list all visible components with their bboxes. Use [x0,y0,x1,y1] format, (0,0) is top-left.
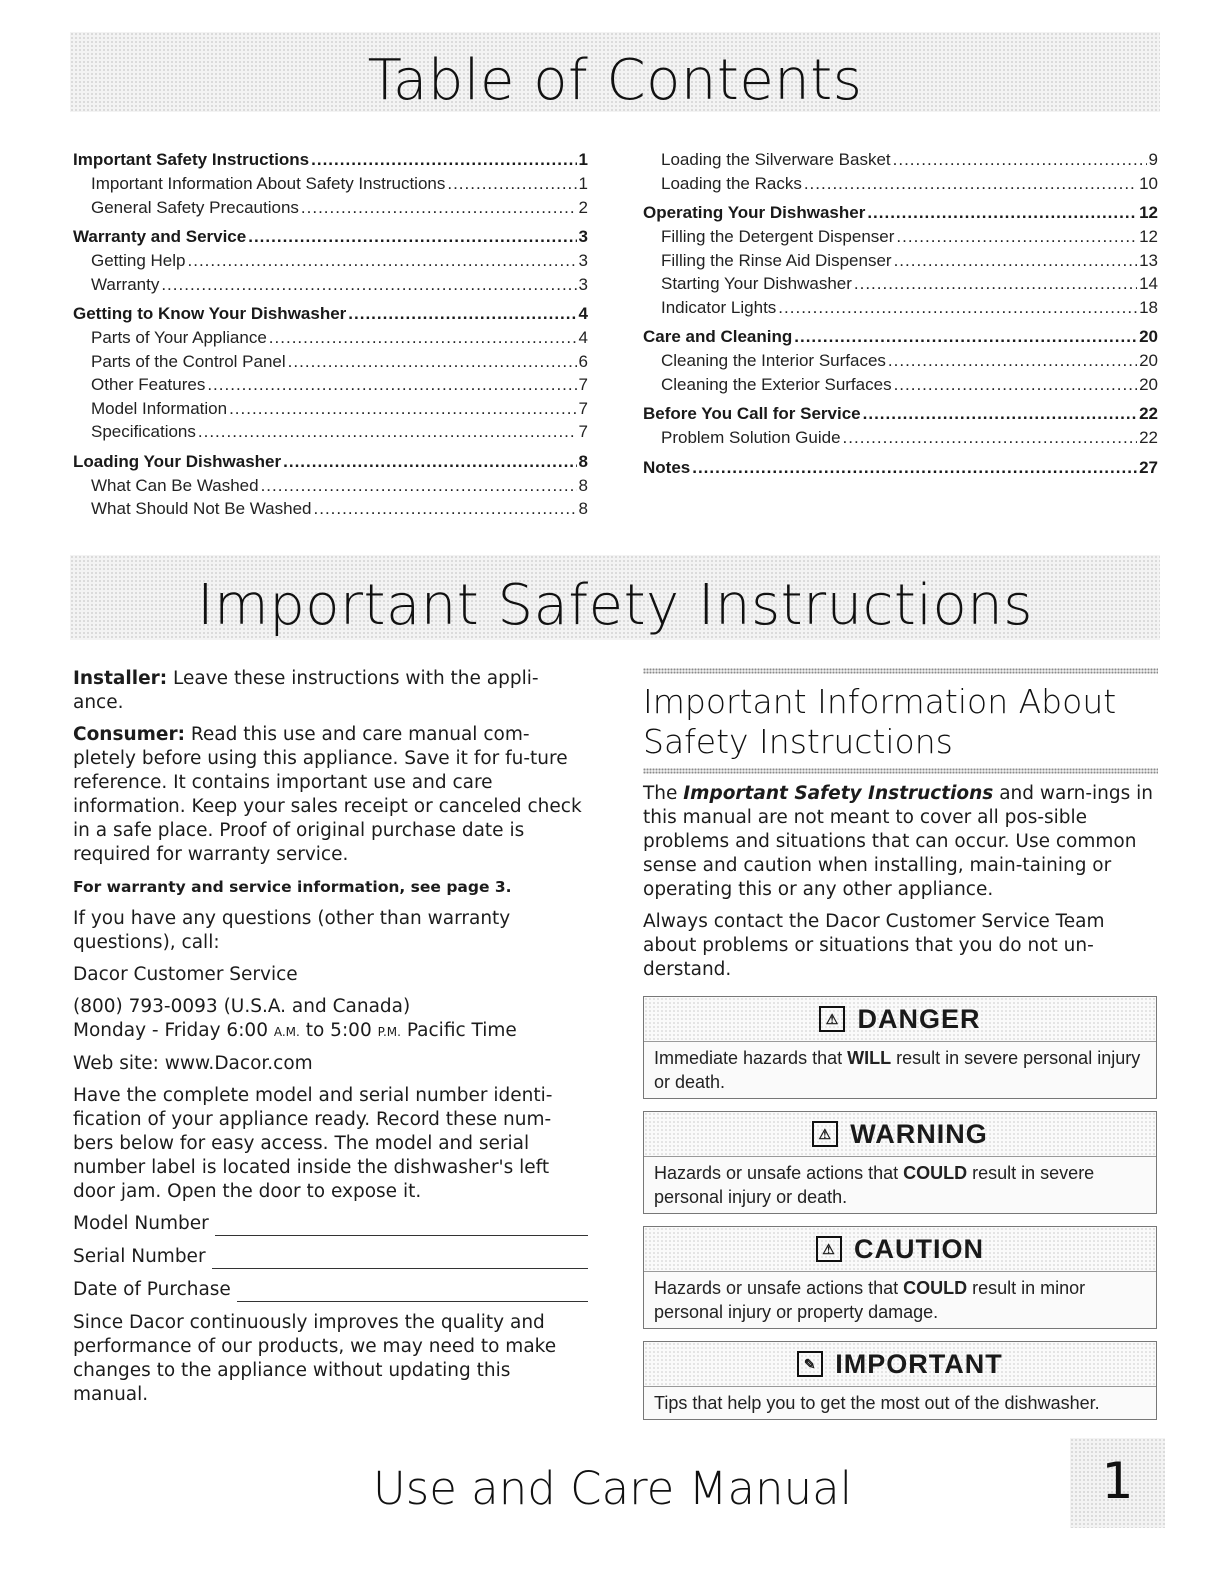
consumer-text: Read this use and care manual com-pletely before using this appliance. Save it for fu-ture reference. It contains important use and care information. Keep your sales receipt or canceled check in a safe place. Proof of original purchase date is required for warranty service. [73,724,582,865]
hours-mid: to 5:00 [299,1020,378,1041]
warning-text [644,1157,1156,1213]
toc-leader [161,273,576,297]
toc-section-page: 27 [1139,457,1158,477]
toc-leader [188,249,577,273]
toc-entry-title: Warranty [91,274,160,294]
model-number-field [73,1212,588,1236]
closing-paragraph: Since Dacor continuously improves the quality and performance of our products, we may need to make changes to the appliance without updating this manual. [73,1312,557,1405]
toc-leader [894,249,1138,273]
danger-post: result in severe personal injury or death. [654,1048,1141,1092]
warning-triangle-icon: ⚠ [812,1121,838,1147]
toc-leader [207,373,576,397]
toc-section [643,402,1158,426]
caution-text [644,1272,1156,1328]
warning-header [644,1112,1156,1157]
danger-label: DANGER [857,1003,981,1034]
toc-section-title: Before You Call for Service [643,404,861,423]
toc-leader [893,148,1147,172]
toc-section-title: Care and Cleaning [643,327,793,346]
toc-section [73,302,588,326]
safety-title: Important Safety Instructions [197,573,1033,638]
important-header [644,1342,1156,1387]
phone-number: (800) 793-0093 (U.S.A. and Canada) [73,996,411,1017]
warning-triangle-icon: ⚠ [819,1006,845,1032]
installer-paragraph [73,667,588,715]
toc-entry [643,225,1158,249]
info-heading-line2: Safety Instructions [643,722,953,761]
toc-leader [794,325,1137,349]
purchase-date-field [73,1278,588,1302]
toc-entry-page: 3 [578,274,588,294]
toc-entry-title: Filling the Rinse Aid Dispenser [661,250,892,270]
important-box [643,1341,1157,1420]
danger-text [644,1042,1156,1098]
p1-suffix: and warn-ings in this manual are not meant to cover all pos-sible problems and situations that can occur. Use common sense and caution when installing, main-taining or operating this or any other appliance. [643,783,1154,900]
caution-box [643,1226,1157,1329]
toc-entry [73,373,588,397]
toc-leader [447,172,576,196]
warranty-note: For warranty and service information, see page 3. [73,878,512,896]
toc-entry-title: Loading the Racks [661,173,802,193]
top-divider [643,668,1158,674]
heading-divider [643,768,1158,774]
toc-entry [73,196,588,220]
toc-leader [896,225,1137,249]
page-number-box [1070,1438,1165,1528]
toc-leader [314,497,577,521]
caution-header [644,1227,1156,1272]
toc-leader [311,148,576,172]
warning-box [643,1111,1157,1214]
important-label: IMPORTANT [835,1348,1003,1379]
toc-leader [261,474,577,498]
toc-leader [198,420,577,444]
toc-entry [73,326,588,350]
toc-entry [643,426,1158,450]
toc-entry-title: Loading the Silverware Basket [661,150,891,169]
toc-leader [888,349,1137,373]
toc-entry-page: 8 [578,475,588,495]
toc-entry-page: 7 [578,398,588,418]
toc-entry-page: 8 [578,499,588,518]
toc-section [643,325,1158,349]
info-paragraph-1 [643,782,1158,902]
toc-entry [643,249,1158,273]
purchase-date-label: Date of Purchase [73,1279,231,1300]
serial-number-field [73,1245,588,1269]
toc-entry-title: What Should Not Be Washed [91,499,312,518]
toc-entry [643,172,1158,196]
website-text: Web site: www.Dacor.com [73,1053,313,1074]
toc-entry-title: Other Features [91,375,206,394]
warning-emph: COULD [903,1163,968,1183]
toc-entry-page: 9 [1148,150,1158,169]
model-number-line [215,1217,588,1236]
toc-leader [778,296,1137,320]
toc-section [73,148,588,172]
toc-section [643,201,1158,225]
toc-leader [804,172,1137,196]
toc-entry-title: Filling the Detergent Dispenser [661,227,895,246]
toc-entry-page: 1 [578,174,588,193]
hours-am: A.M. [273,1025,300,1039]
toc-entry [73,350,588,374]
toc-entry-title: Cleaning the Interior Surfaces [661,351,886,370]
toc-entry-title: What Can Be Washed [91,475,259,495]
toc-section-title: Important Safety Instructions [73,150,310,169]
toc-entry-title: Important Information About Safety Instructions [91,174,446,193]
installer-label: Installer: [73,668,168,689]
caution-label: CAUTION [854,1233,984,1264]
toc-section-page: 22 [1139,404,1158,423]
p1-prefix: The [643,783,684,804]
toc-entry-page: 10 [1139,173,1158,193]
toc-leader [692,456,1137,480]
consumer-label: Consumer: [73,724,185,745]
safety-header-band [70,555,1160,640]
hours-pm: P.M. [377,1025,401,1039]
toc-leader [283,450,576,474]
p1-emphasis: Important Safety Instructions [683,783,994,804]
service-hours [73,1019,588,1044]
toc-entry [643,373,1158,397]
hours-prefix: Monday - Friday 6:00 [73,1020,274,1041]
danger-header [644,997,1156,1042]
page-number: 1 [1101,1452,1134,1510]
toc-entry [73,397,588,421]
info-paragraph-2: Always contact the Dacor Customer Service Team about problems or situations that you do not un-derstand. [643,911,1105,980]
danger-emph: WILL [847,1048,892,1068]
danger-pre: Immediate hazards that [654,1048,848,1068]
installer-text: Leave these instructions with the appli-ance. [73,668,539,713]
toc-entry [643,349,1158,373]
toc-leader [843,426,1138,450]
toc-entry [643,148,1158,172]
info-heading-line1: Important Information About [643,682,1117,721]
caution-post: result in minor personal injury or property damage. [654,1278,1086,1322]
toc-leader [301,196,577,220]
toc-entry [643,272,1158,296]
toc-entry-page: 13 [1139,250,1158,270]
toc-entry-page: 12 [1139,227,1158,246]
warning-pre: Hazards or unsafe actions that [654,1163,904,1183]
toc-entry-page: 18 [1139,297,1158,317]
toc-entry [73,420,588,444]
toc-entry [73,474,588,498]
toc-leader [229,397,576,421]
toc-leader [894,373,1138,397]
toc-section-page: 1 [578,150,588,169]
toc-entry-title: Parts of Your Appliance [91,328,267,347]
toc-leader [348,302,576,326]
safety-left-column [73,667,588,1415]
toc-section-page: 8 [578,451,588,471]
toc-section-page: 4 [578,304,588,323]
toc-entry-page: 20 [1139,351,1158,370]
toc-entry-title: Getting Help [91,251,186,270]
toc-section [73,225,588,249]
toc-entry-title: Specifications [91,422,196,441]
toc-entry-page: 2 [578,197,588,217]
toc-entry-page: 4 [578,328,588,347]
safety-right-column [643,668,1158,1432]
toc-left-column [73,148,588,521]
toc-title: Table of Contents [367,48,863,113]
toc-entry-page: 6 [578,351,588,371]
info-heading [643,682,1158,762]
toc-section-title: Loading Your Dishwasher [73,451,282,471]
toc-entry-page: 20 [1139,374,1158,394]
toc-entry-page: 7 [578,375,588,394]
toc-entry-title: General Safety Precautions [91,197,299,217]
purchase-date-line [237,1283,588,1302]
toc-section [643,456,1158,480]
toc-entry-title: Problem Solution Guide [661,428,841,447]
toc-entry [73,497,588,521]
toc-entry [73,172,588,196]
danger-box [643,996,1157,1099]
important-text: Tips that help you to get the most out of the dishwasher. [654,1393,1100,1413]
hours-suffix: Pacific Time [400,1020,517,1041]
toc-leader [248,225,576,249]
service-name: Dacor Customer Service [73,964,298,985]
toc-section-title: Notes [643,457,691,477]
hand-note-icon: ✎ [797,1351,823,1377]
toc-section-page: 12 [1139,203,1158,222]
toc-right-column [643,148,1158,480]
toc-entry-page: 3 [578,251,588,270]
toc-header-band [70,32,1160,112]
warning-label: WARNING [850,1118,988,1149]
warning-triangle-icon: ⚠ [816,1236,842,1262]
toc-section [73,450,588,474]
toc-section-page: 3 [578,227,588,246]
footer-title: Use and Care Manual [372,1462,853,1515]
toc-leader [288,350,577,374]
serial-number-label: Serial Number [73,1246,206,1267]
toc-entry-page: 14 [1139,274,1158,293]
toc-entry [73,249,588,273]
toc-entry [73,273,588,297]
model-number-label: Model Number [73,1213,209,1234]
toc-leader [269,326,577,350]
toc-section-title: Getting to Know Your Dishwasher [73,304,347,323]
toc-leader [863,402,1137,426]
caution-emph: COULD [903,1278,968,1298]
warning-post: result in severe personal injury or death. [654,1163,1095,1207]
questions-text: If you have any questions (other than warranty questions), call: [73,908,511,953]
toc-section-page: 20 [1139,327,1158,346]
toc-entry-page: 22 [1139,428,1158,447]
toc-entry-page: 7 [578,422,588,441]
toc-leader [854,272,1137,296]
toc-entry-title: Indicator Lights [661,297,777,317]
consumer-paragraph [73,723,588,867]
toc-section-title: Operating Your Dishwasher [643,203,866,222]
caution-pre: Hazards or unsafe actions that [654,1278,904,1298]
toc-entry-title: Model Information [91,398,228,418]
toc-section-title: Warranty and Service [73,227,247,246]
toc-entry [643,296,1158,320]
toc-leader [867,201,1137,225]
model-info-paragraph: Have the complete model and serial number identi-fication of your appliance ready. Record these num-bers below for easy access. The model and serial number label is located inside the dishwasher's left door jam. Open the door to expose it. [73,1085,553,1202]
toc-entry-title: Cleaning the Exterior Surfaces [661,374,892,394]
toc-entry-title: Starting Your Dishwasher [661,274,852,293]
serial-number-line [212,1250,588,1269]
toc-entry-title: Parts of the Control Panel [91,351,286,371]
